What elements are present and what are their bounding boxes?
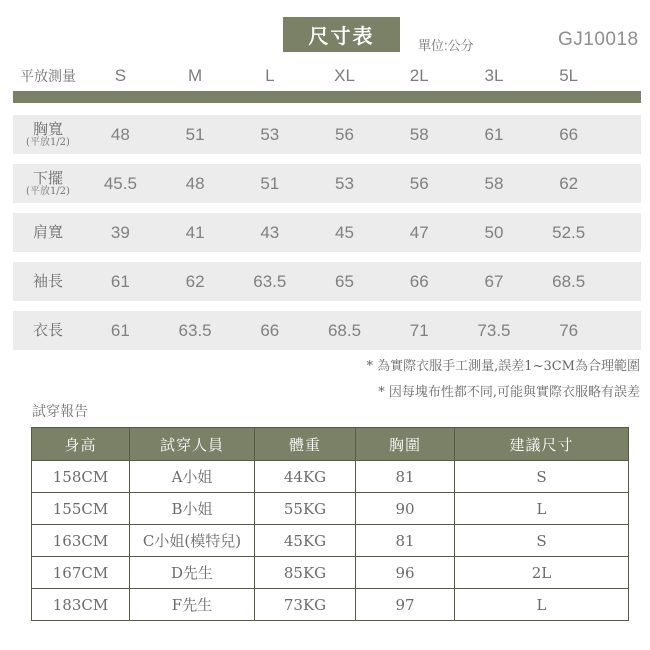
- fit-report-row: [32, 461, 629, 493]
- size-table-body: [13, 115, 641, 360]
- size-row-label-main: 衣長: [32, 321, 63, 340]
- size-value-cell: 62: [559, 173, 579, 193]
- fit-report-row: [32, 525, 629, 557]
- size-value-cell: 66: [559, 124, 579, 144]
- size-value-cell: 50: [484, 222, 504, 242]
- size-value-cell: 51: [185, 124, 205, 144]
- fit-report-cell: 85KG: [255, 557, 356, 589]
- fit-report-cell: 44KG: [255, 461, 356, 493]
- fit-report-title: 試穿報告: [32, 403, 88, 419]
- size-chart-title: 尺寸表: [308, 26, 375, 48]
- size-value-cell: 51: [260, 173, 280, 193]
- fit-report-column-header: 建議尺寸: [455, 428, 629, 461]
- fit-report-cell: 97: [356, 589, 455, 621]
- size-value-cell: 58: [484, 173, 504, 193]
- fit-report-cell: F先生: [130, 589, 255, 621]
- fit-report-row: [32, 589, 629, 621]
- fit-report-cell: A小姐: [130, 461, 255, 493]
- fit-report-cell: 73KG: [255, 589, 356, 621]
- size-table-row: [13, 213, 641, 252]
- note-line: * 因每塊布性都不同,可能與實際衣服略有誤差: [378, 385, 640, 400]
- size-value-cell: 45: [335, 222, 354, 242]
- size-value-cell: 48: [185, 173, 205, 193]
- size-row-label-main: 胸寬: [32, 119, 63, 138]
- fit-report-cell: 55KG: [255, 493, 356, 525]
- size-row-label: [13, 322, 83, 339]
- size-table-row: [13, 262, 641, 301]
- size-table-row: [13, 115, 641, 154]
- size-row-header-label: 平放測量: [20, 68, 76, 84]
- size-chart-title-box: [283, 17, 400, 52]
- size-value-cell: 68.5: [327, 320, 362, 340]
- size-value-cell: 61: [484, 124, 504, 144]
- size-value-cell: 66: [260, 320, 280, 340]
- size-value-cell: 73.5: [477, 320, 511, 340]
- size-value-cell: 71: [409, 320, 429, 340]
- size-value-cell: 62: [185, 271, 205, 291]
- fit-report-cell: S: [455, 525, 629, 557]
- size-value-cell: 66: [409, 271, 429, 291]
- size-value-cell: 63.5: [253, 271, 287, 291]
- fit-report-column-header: 體重: [255, 428, 356, 461]
- size-column-label: 5L: [559, 66, 579, 85]
- size-value-cell: 56: [409, 173, 429, 193]
- fit-report-cell: C小姐(模特兒): [130, 525, 255, 557]
- size-row-label: [13, 224, 83, 241]
- size-row-label-sub: (平放1/2): [26, 137, 70, 149]
- fit-report-row: [32, 557, 629, 589]
- size-value-cell: 41: [185, 222, 205, 242]
- unit-label: 單位:公分: [418, 38, 474, 53]
- fit-report-cell: D先生: [130, 557, 255, 589]
- size-value-cell: 47: [409, 222, 429, 242]
- size-column-label: 2L: [409, 66, 429, 85]
- fit-report-cell: 81: [356, 461, 455, 493]
- fit-report-cell: 163CM: [32, 525, 130, 557]
- size-value-cell: 58: [409, 124, 429, 144]
- size-value-cell: 67: [484, 271, 504, 291]
- fit-report-cell: 96: [356, 557, 455, 589]
- size-value-cell: 61: [110, 320, 130, 340]
- size-table-row: [13, 164, 641, 203]
- fit-report-column-header: 胸圍: [356, 428, 455, 461]
- note-line: * 為實際衣服手工測量,誤差1~3CM為合理範圍: [366, 359, 640, 374]
- fit-report-cell: 158CM: [32, 461, 130, 493]
- size-value-cell: 56: [335, 124, 354, 144]
- fit-report-cell: 167CM: [32, 557, 130, 589]
- size-value-cell: 43: [260, 222, 280, 242]
- size-row-label-main: 袖長: [32, 272, 63, 291]
- fit-report-cell: L: [455, 589, 629, 621]
- size-value-cell: 65: [335, 271, 354, 291]
- fit-report-column-header: 試穿人員: [130, 428, 255, 461]
- fit-report-cell: 81: [356, 525, 455, 557]
- size-row-label: [13, 170, 83, 198]
- fit-report-cell: B小姐: [130, 493, 255, 525]
- size-row-label-main: 下擺: [32, 168, 63, 187]
- fit-report-cell: 90: [356, 493, 455, 525]
- product-code: GJ10018: [558, 29, 639, 50]
- size-value-cell: 53: [260, 124, 280, 144]
- fit-report-table: [31, 427, 629, 621]
- measurement-notes: [367, 359, 640, 411]
- size-row-label: [13, 121, 83, 149]
- fit-report-cell: 183CM: [32, 589, 130, 621]
- size-row-label-sub: (平放1/2): [26, 186, 70, 198]
- size-row-label-main: 肩寬: [32, 223, 63, 242]
- fit-report-cell: 2L: [455, 557, 629, 589]
- fit-report-header-row: [32, 428, 629, 461]
- size-value-cell: 76: [559, 320, 579, 340]
- divider-bar: [13, 91, 641, 103]
- fit-report-cell: 155CM: [32, 493, 130, 525]
- size-value-cell: 52.5: [552, 222, 586, 242]
- fit-report-cell: S: [455, 461, 629, 493]
- size-row-label: [13, 273, 83, 290]
- size-value-cell: 39: [110, 222, 130, 242]
- fit-report-cell: L: [455, 493, 629, 525]
- size-column-label: S: [114, 66, 127, 85]
- size-table-row: [13, 311, 641, 350]
- size-value-cell: 53: [335, 173, 354, 193]
- size-column-label: M: [187, 66, 203, 85]
- size-value-cell: 68.5: [552, 271, 586, 291]
- size-table-header-row: [13, 63, 641, 89]
- fit-report-row: [32, 493, 629, 525]
- size-value-cell: 63.5: [178, 320, 212, 340]
- fit-report-column-header: 身高: [32, 428, 130, 461]
- size-column-label: L: [265, 66, 275, 85]
- size-column-label: XL: [334, 66, 355, 85]
- size-column-label: 3L: [484, 66, 504, 85]
- size-value-cell: 48: [110, 124, 130, 144]
- fit-report-cell: 45KG: [255, 525, 356, 557]
- size-value-cell: 45.5: [103, 173, 137, 193]
- size-value-cell: 61: [110, 271, 130, 291]
